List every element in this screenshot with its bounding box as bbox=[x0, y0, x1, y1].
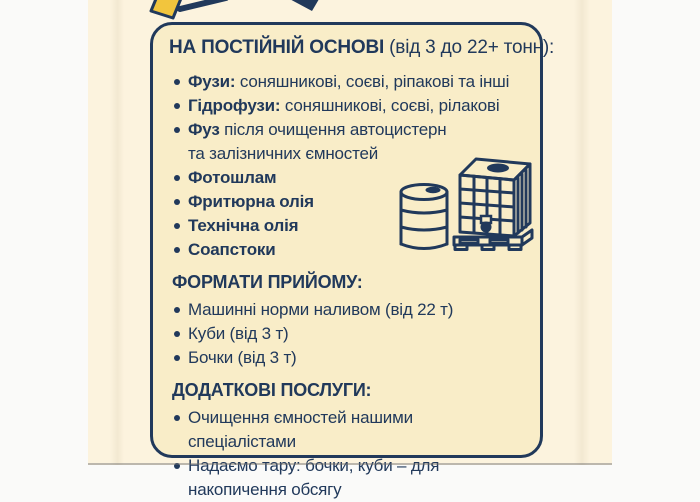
list-item: Гідрофузи: соняшникові, соєві, рілакові bbox=[169, 94, 524, 118]
services-list bbox=[169, 406, 524, 502]
page-fold-shading-right bbox=[574, 0, 590, 465]
list-item: Фуз після очищення автоцистерн та залізничних ємностей bbox=[169, 118, 524, 166]
box-title bbox=[169, 35, 555, 61]
list-item: Соапстоки bbox=[169, 238, 524, 262]
formats-list bbox=[169, 298, 524, 370]
supply-list bbox=[169, 70, 524, 262]
section-title-formats: ФОРМАТИ ПРИЙОМУ: bbox=[172, 272, 363, 292]
list-item: Фритюрна олія bbox=[169, 190, 524, 214]
list-item: Фотошлам bbox=[169, 166, 524, 190]
megaphone-icon bbox=[146, 0, 386, 22]
list-item: Куби (від 3 т) bbox=[169, 322, 524, 346]
list-item: Машинні норми наливом (від 22 т) bbox=[169, 298, 524, 322]
box-title-main: НА ПОСТІЙНІЙ ОСНОВІ bbox=[169, 37, 385, 58]
flyer bbox=[88, 0, 612, 499]
list-item: Очищення ємностей нашими спеціалістами bbox=[169, 406, 524, 454]
list-item: Фузи: соняшникові, соєві, ріпакові та інші bbox=[169, 70, 524, 94]
list-item: Бочки (від 3 т) bbox=[169, 346, 524, 370]
info-box bbox=[150, 22, 555, 499]
section-title-services: ДОДАТКОВІ ПОСЛУГИ: bbox=[172, 380, 372, 400]
list-item: Технічна олія bbox=[169, 214, 524, 238]
list-item: Надаємо тару: бочки, куби – для накопичення обсягу bbox=[169, 454, 524, 502]
box-title-range: (від 3 до 22+ тонн): bbox=[384, 37, 555, 58]
page-fold-shading-left bbox=[110, 0, 124, 465]
bottom-edge-divider bbox=[88, 463, 612, 465]
